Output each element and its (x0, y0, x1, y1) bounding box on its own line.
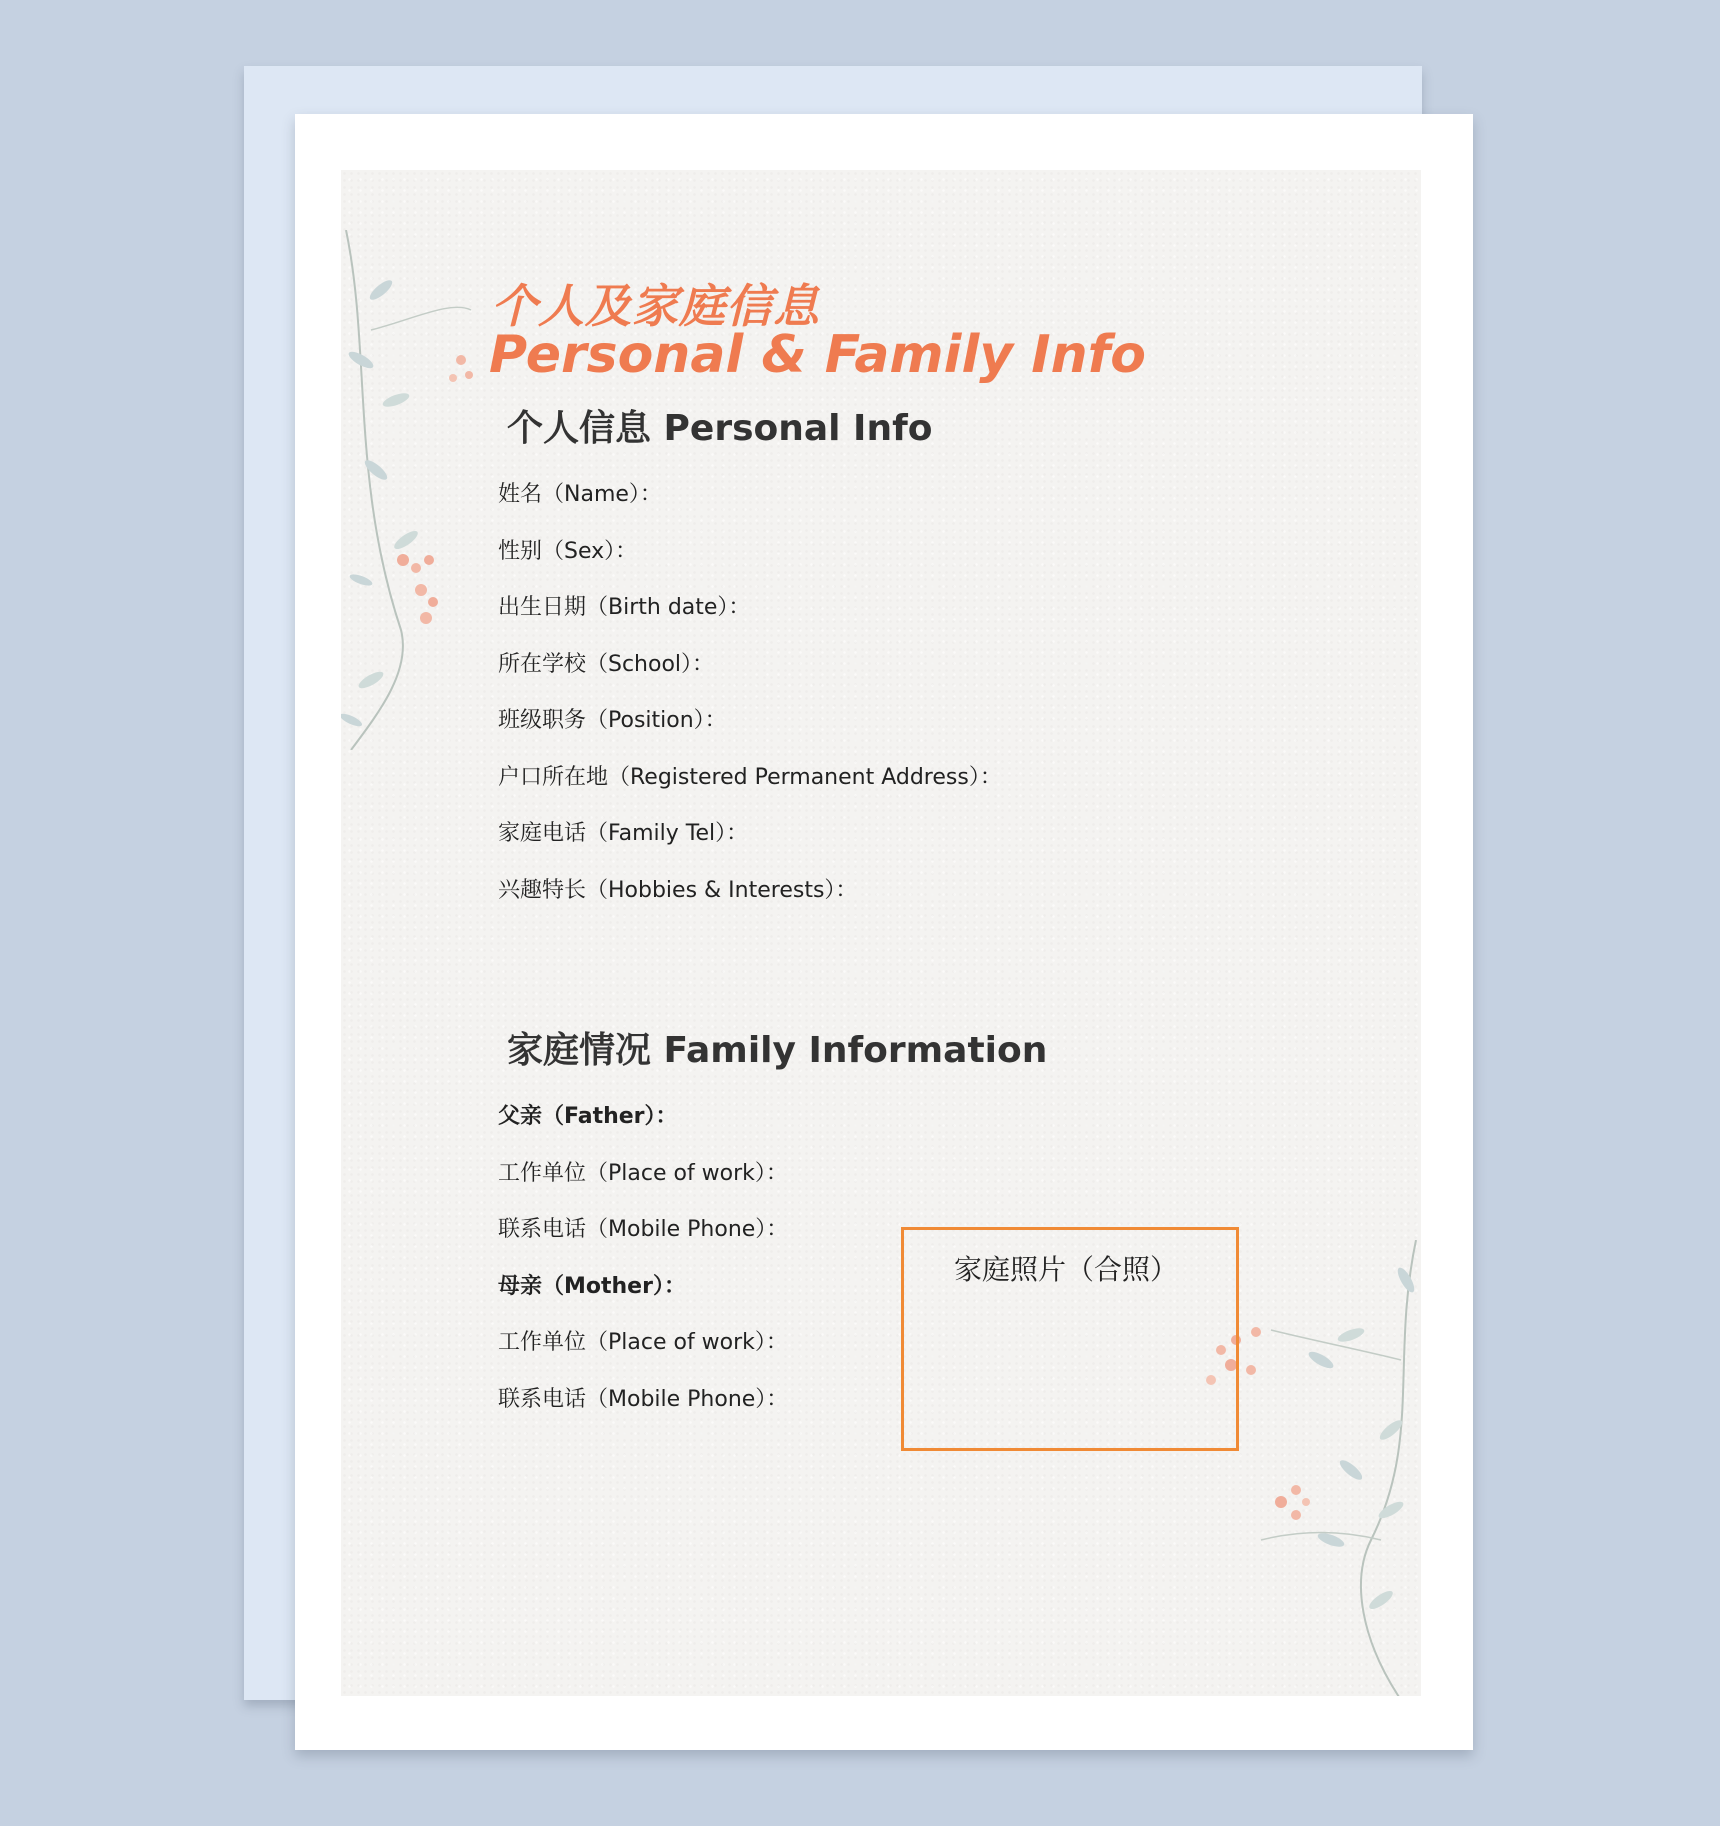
family-photo-label: 家庭照片（合照） (954, 1253, 1179, 1286)
field-father-work: 工作单位（Place of work）： (498, 1160, 788, 1186)
field-father: 父亲（Father）： (498, 1104, 678, 1129)
document-title-cn: 个人及家庭信息 (491, 279, 820, 333)
field-name: 姓名（Name）： (498, 482, 662, 507)
field-school: 所在学校（School）： (498, 651, 715, 677)
document-title-en: Personal & Family Info (489, 325, 1146, 385)
field-hobbies: 兴趣特长（Hobbies & Interests）： (498, 877, 858, 903)
floral-decoration-left-icon (341, 230, 481, 750)
field-family-tel: 家庭电话（Family Tel）： (498, 821, 749, 846)
field-mother: 母亲（Mother）： (498, 1273, 686, 1299)
field-mother-phone: 联系电话（Mobile Phone）： (498, 1386, 789, 1412)
field-father-phone: 联系电话（Mobile Phone）： (498, 1217, 789, 1242)
family-photo-box (901, 1227, 1239, 1451)
field-registered-address: 户口所在地（Registered Permanent Address）： (498, 764, 1002, 790)
document-page (295, 114, 1473, 1750)
field-sex: 性别（Sex）： (498, 538, 638, 564)
field-mother-work: 工作单位（Place of work）： (498, 1330, 788, 1355)
family-info-heading: 家庭情况 Family Information (507, 1030, 1048, 1071)
field-position: 班级职务（Position）： (498, 708, 727, 733)
textured-paper (341, 170, 1421, 1696)
personal-info-fields (498, 477, 1002, 929)
personal-info-heading: 个人信息 Personal Info (507, 408, 933, 449)
family-info-fields (498, 1099, 788, 1438)
field-birth-date: 出生日期（Birth date）： (498, 595, 751, 620)
